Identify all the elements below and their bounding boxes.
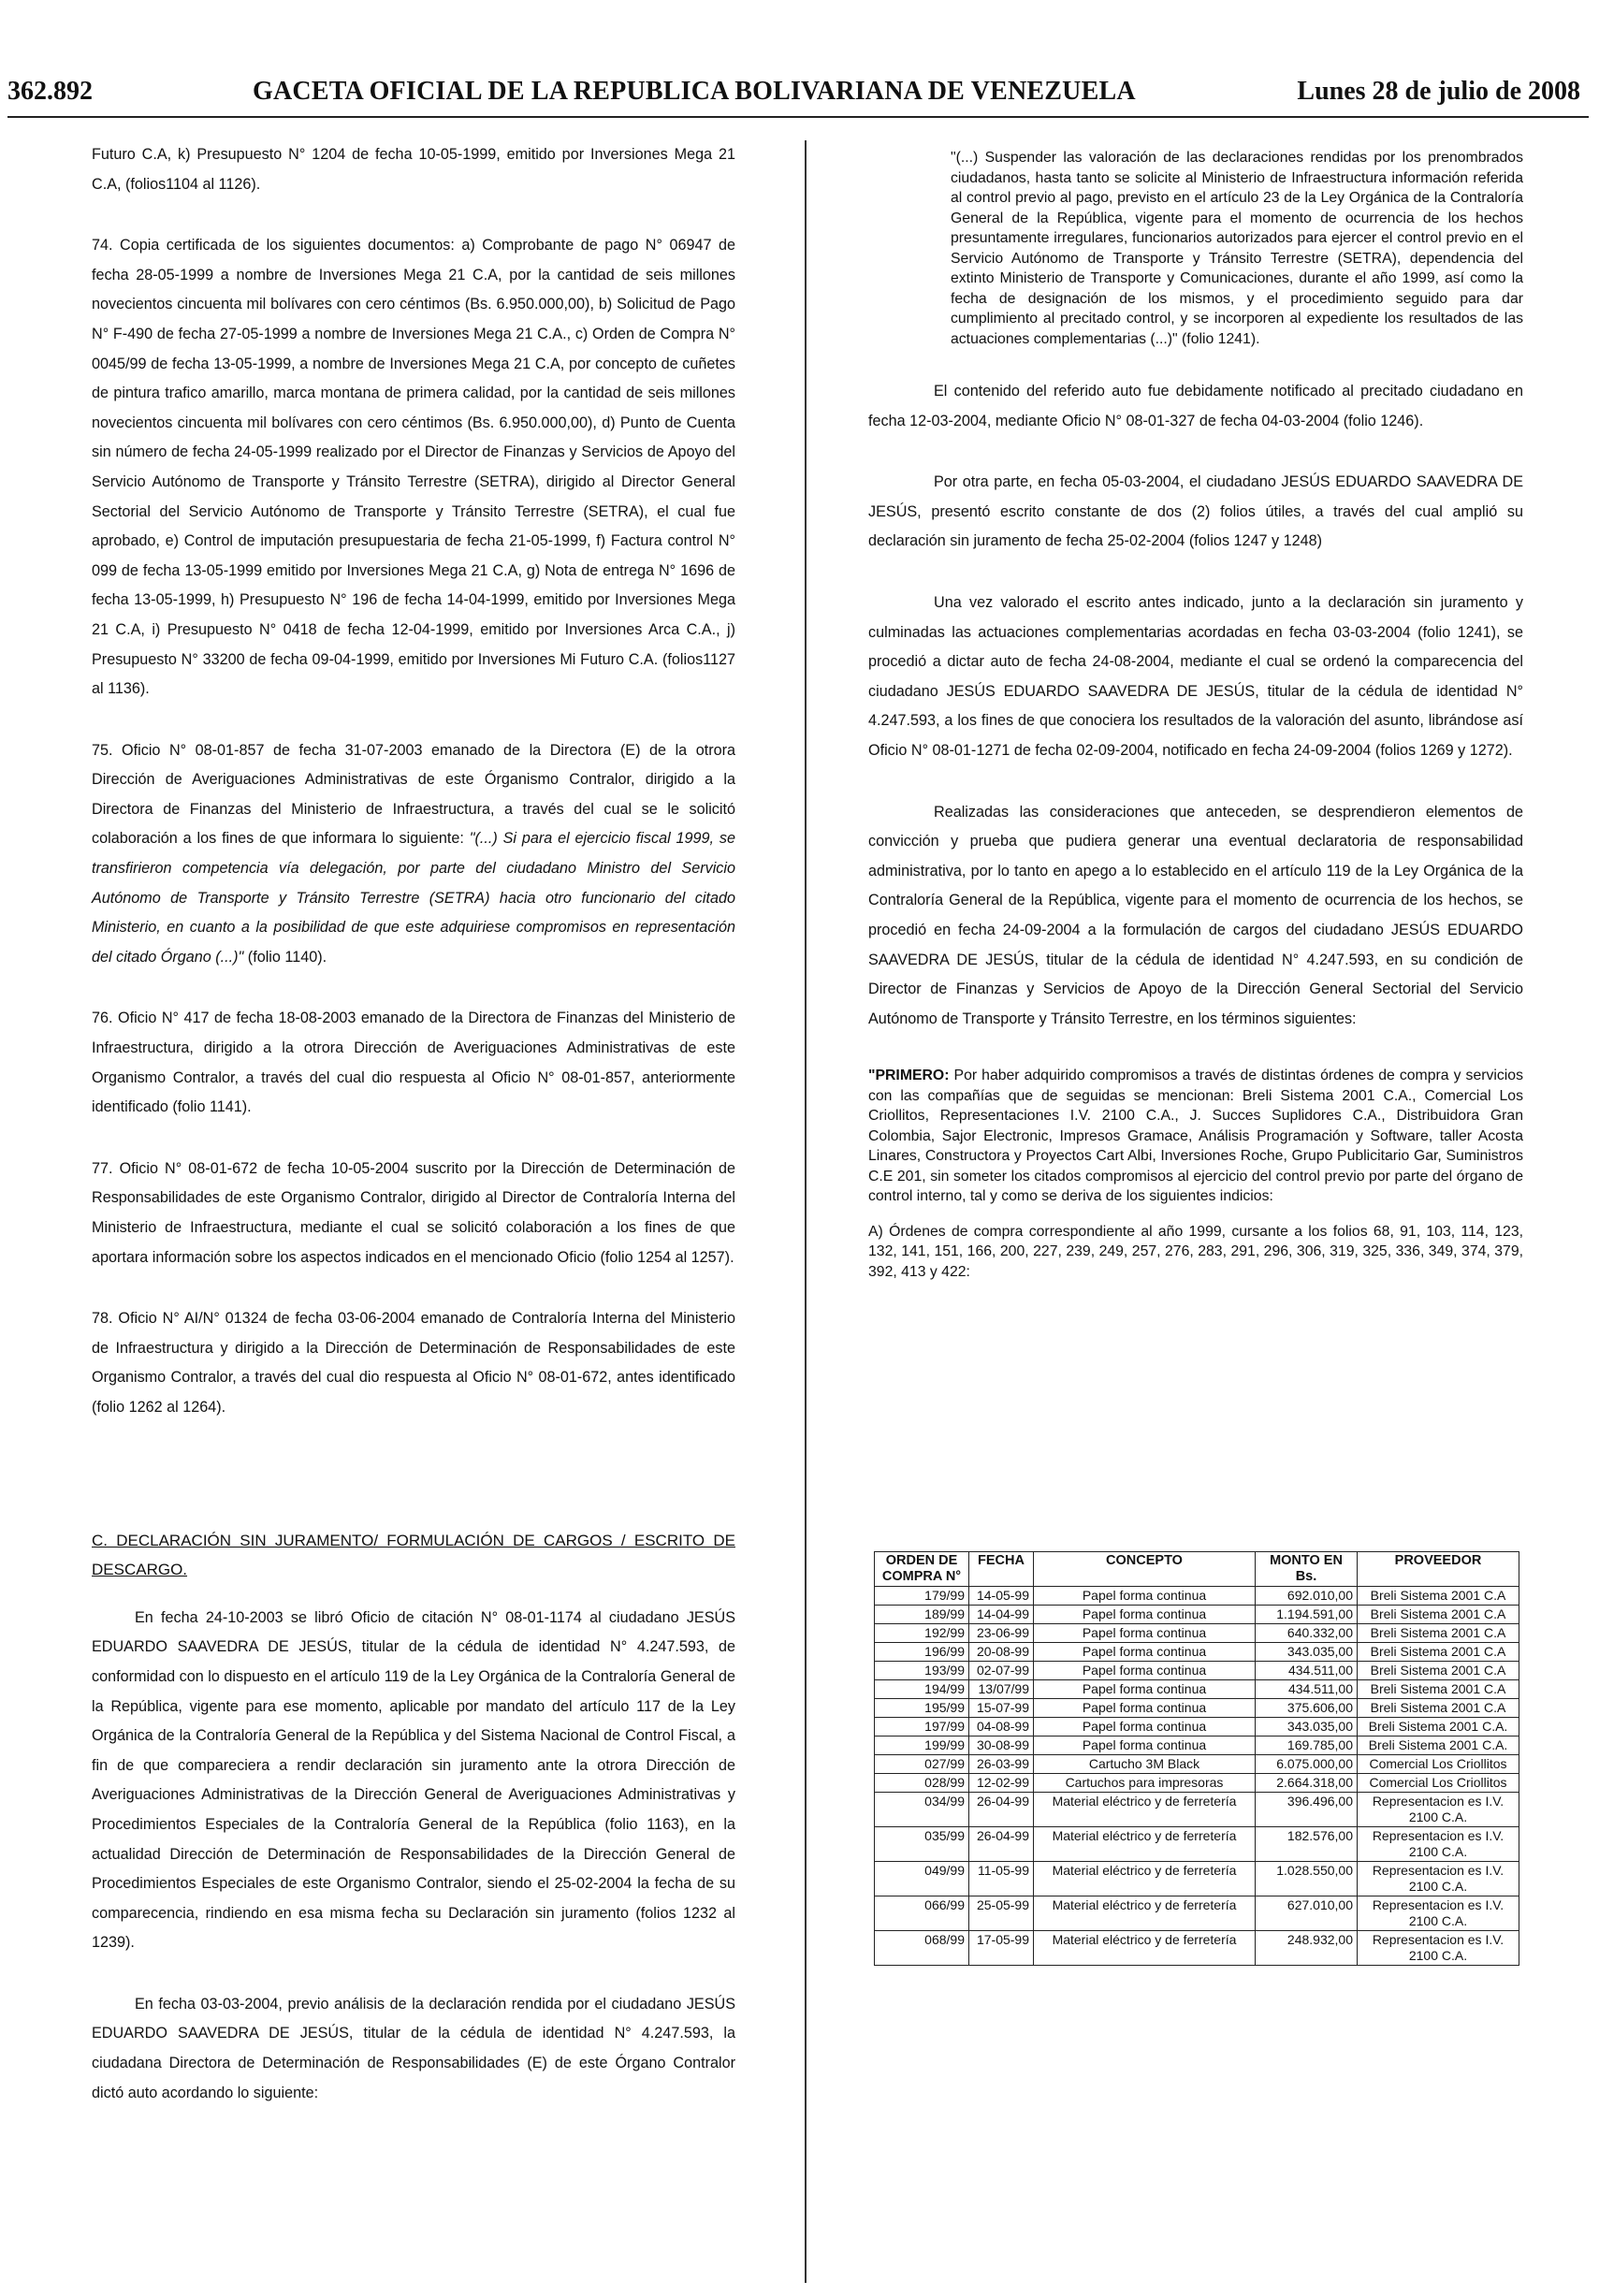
- header-amount: MONTO EN Bs.: [1256, 1552, 1358, 1587]
- order-number-cell: 179/99: [875, 1587, 969, 1606]
- supplier-cell: Breli Sistema 2001 C.A.: [1358, 1718, 1519, 1737]
- table-row: [875, 1699, 1519, 1718]
- item-78: 78. Oficio N° AI/N° 01324 de fecha 03-06-2004 emanado de Contraloría Interna del Ministerio de Infraestructura y dirigido a la Dirección de Determinación de Responsabilidades de este Organismo Contralor, a través del cual dio respuesta al Oficio N° 08-01-672, antes identificado (folio 1262 al 1264).: [92, 1310, 735, 1416]
- paragraph-citation: En fecha 24-10-2003 se libró Oficio de citación N° 08-01-1174 al ciudadano JESÚS EDUARDO SAAVEDRA DE JESÚS, titular de la cédula de identidad N° 4.247.593, de conformidad con lo dispuesto en el artículo 119 de la Ley Orgánica de la Contraloría General de la República, vigente para ese momento, aplicable por mandato del artículo 117 de la Ley Orgánica de la Contraloría General de la República y del Sistema Nacional de Control Fiscal, a fin de que compareciera a rendir declaración sin juramento ante la otrora Dirección de Averiguaciones Administrativas de la Dirección General de Averiguaciones Administrativas y Procedimientos Especiales de la Contraloría General de la República (folio 1163), en la actualidad Dirección de Determinación de Responsabilidades de la Dirección General de Procedimientos Especiales de este Organismo Contralor, siendo el 25-02-2004 la fecha de su comparecencia, rindiendo en esa misma fecha su Declaración sin juramento (folios 1232 al 1239).: [92, 1608, 735, 1952]
- header-order-number: ORDEN DE COMPRA N°: [875, 1552, 969, 1587]
- amount-cell: 1.028.550,00: [1256, 1862, 1358, 1896]
- amount-cell: 169.785,00: [1256, 1737, 1358, 1755]
- order-number-cell: 196/99: [875, 1643, 969, 1662]
- amount-cell: 343.035,00: [1256, 1643, 1358, 1662]
- concept-cell: Material eléctrico y de ferretería: [1034, 1862, 1256, 1896]
- table-row: [875, 1862, 1519, 1896]
- amount-cell: 396.496,00: [1256, 1793, 1358, 1827]
- date-cell: 26-03-99: [969, 1755, 1034, 1774]
- concept-cell: Papel forma continua: [1034, 1587, 1256, 1606]
- supplier-cell: Representacion es I.V. 2100 C.A.: [1358, 1793, 1519, 1827]
- amount-cell: 1.194.591,00: [1256, 1606, 1358, 1624]
- list-a-intro: A) Órdenes de compra correspondiente al año 1999, cursante a los folios 68, 91, 103, 114, 123, 132, 141, 151, 166, 200, 227, 239, 249, 257, 276, 283, 291, 296, 306, 319, 325, 336, 349, 374, 379, 392, 413 y 422:: [868, 1223, 1523, 1280]
- order-number-cell: 034/99: [875, 1793, 969, 1827]
- concept-cell: Material eléctrico y de ferretería: [1034, 1793, 1256, 1827]
- date-cell: 23-06-99: [969, 1624, 1034, 1643]
- order-number-cell: 197/99: [875, 1718, 969, 1737]
- gazette-title: GACETA OFICIAL DE LA REPUBLICA BOLIVARIANA DE VENEZUELA: [253, 77, 1136, 106]
- table-row: [875, 1755, 1519, 1774]
- item-74: 74. Copia certificada de los siguientes documentos: a) Comprobante de pago N° 06947 de fecha 28-05-1999 a nombre de Inversiones Mega 21 C.A, por la cantidad de seis millones novecientos cincuenta mil bolívares con cero céntimos (Bs. 6.950.000,00), b) Solicitud de Pago N° F-490 de fecha 27-05-1999 a nombre de Inversiones Mega 21 C.A., c) Orden de Compra N° 0045/99 de fecha 13-05-1999, a nombre de Inversiones Mega 21 C.A, por concepto de cuñetes de pintura trafico amarillo, marca montana de primera calidad, por la cantidad de seis millones novecientos cincuenta mil bolívares con cero céntimos (Bs. 6.950.000,00), d) Punto de Cuenta sin número de fecha 24-05-1999 realizado por el Director de Finanzas y Servicios de Apoyo del Servicio Autónomo de Transporte y Tránsito Terrestre (SETRA), dirigido al Director General Sectorial del Servicio Autónomo de Transporte y Tránsito Terrestre (SETRA), el cual fue aprobado, e) Control de imputación presupuestaria de fecha 21-05-1999, f) Factura control N° 099 de fecha 13-05-1999 emitido por Inversiones Mega 21 C.A, g) Nota de entrega N° 1696 de fecha 13-05-1999, h) Presupuesto N° 196 de fecha 14-04-1999, emitido por Inversiones Mega 21 C.A, i) Presupuesto N° 0418 de fecha 12-04-1999, emitido por Inversiones Arca C.A., j) Presupuesto N° 33200 de fecha 09-04-1999, emitido por Inversiones Mi Futuro C.A. (folios1127 al 1136).: [92, 237, 735, 698]
- supplier-cell: Breli Sistema 2001 C.A: [1358, 1587, 1519, 1606]
- date-cell: 04-08-99: [969, 1718, 1034, 1737]
- amount-cell: 248.932,00: [1256, 1931, 1358, 1966]
- auto-quote: "(...) Suspender las valoración de las declaraciones rendidas por los prenombrados ciudadanos, hasta tanto se solicite al Ministerio de Infraestructura información referida al control previo al pago, previsto en el artículo 23 de la Ley Orgánica de la Contraloría General de la República, vigente para el momento de ocurrencia de los hechos presuntamente irregulares, funcionarios autorizados para ejercer el control previo en el Servicio Autónomo de Transporte y Tránsito Terrestre (SETRA), dependencia del extinto Ministerio de Transporte y Comunicaciones, durante el año 1999, así como la fecha de designación de los mismos, y el procedimiento seguido para dar cumplimiento al precitado control, y se incorporen al expediente los resultados de las actuaciones complementarias (...)" (folio 1241).: [951, 150, 1523, 347]
- table-row: [875, 1896, 1519, 1931]
- order-number-cell: 199/99: [875, 1737, 969, 1755]
- table-row: [875, 1643, 1519, 1662]
- issue-date: Lunes 28 de julio de 2008: [1297, 77, 1580, 106]
- supplier-cell: Breli Sistema 2001 C.A: [1358, 1643, 1519, 1662]
- header-supplier: PROVEEDOR: [1358, 1552, 1519, 1587]
- date-cell: 12-02-99: [969, 1774, 1034, 1793]
- supplier-cell: Breli Sistema 2001 C.A.: [1358, 1737, 1519, 1755]
- concept-cell: Papel forma continua: [1034, 1718, 1256, 1737]
- date-cell: 15-07-99: [969, 1699, 1034, 1718]
- paragraph-valuation: Una vez valorado el escrito antes indicado, junto a la declaración sin juramento y culminadas las actuaciones complementarias acordadas en fecha 03-03-2004 (folio 1241), se procedió a dictar auto de fecha 24-08-2004, mediante el cual se ordenó la comparecencia del ciudadano JESÚS EDUARDO SAAVEDRA DE JESÚS, titular de la cédula de identidad N° 4.247.593, a los fines de que conociera los resultados de la valoración del asunto, librándose así Oficio N° 08-01-1271 de fecha 02-09-2004, notificado en fecha 24-09-2004 (folios 1269 y 1272).: [868, 593, 1523, 759]
- table-row: [875, 1718, 1519, 1737]
- section-c-heading: C. DECLARACIÓN SIN JURAMENTO/ FORMULACIÓN DE CARGOS / ESCRITO DE DESCARGO.: [92, 1531, 735, 1579]
- amount-cell: 182.576,00: [1256, 1827, 1358, 1862]
- purchase-orders-table: [874, 1551, 1519, 1966]
- paragraph-notification: El contenido del referido auto fue debidamente notificado al precitado ciudadano en fecha 12-03-2004, mediante Oficio N° 08-01-327 de fecha 04-03-2004 (folio 1246).: [868, 383, 1523, 429]
- order-number-cell: 066/99: [875, 1896, 969, 1931]
- amount-cell: 434.511,00: [1256, 1662, 1358, 1680]
- order-number-cell: 194/99: [875, 1680, 969, 1699]
- supplier-cell: Breli Sistema 2001 C.A: [1358, 1662, 1519, 1680]
- concept-cell: Material eléctrico y de ferretería: [1034, 1827, 1256, 1862]
- supplier-cell: Breli Sistema 2001 C.A: [1358, 1680, 1519, 1699]
- right-column: [868, 140, 1523, 1314]
- amount-cell: 692.010,00: [1256, 1587, 1358, 1606]
- order-number-cell: 027/99: [875, 1755, 969, 1774]
- concept-cell: Papel forma continua: [1034, 1699, 1256, 1718]
- paragraph-extension: Por otra parte, en fecha 05-03-2004, el ciudadano JESÚS EDUARDO SAAVEDRA DE JESÚS, presentó escrito constante de dos (2) folios útiles, a través del cual amplió su declaración sin juramento de fecha 25-02-2004 (folios 1247 y 1248): [868, 473, 1523, 550]
- concept-cell: Papel forma continua: [1034, 1643, 1256, 1662]
- table-row: [875, 1606, 1519, 1624]
- amount-cell: 627.010,00: [1256, 1896, 1358, 1931]
- concept-cell: Material eléctrico y de ferretería: [1034, 1931, 1256, 1966]
- amount-cell: 2.664.318,00: [1256, 1774, 1358, 1793]
- column-divider: [805, 140, 807, 2283]
- page-header: [0, 0, 1599, 117]
- date-cell: 17-05-99: [969, 1931, 1034, 1966]
- concept-cell: Papel forma continua: [1034, 1737, 1256, 1755]
- paragraph-continuation: Futuro C.A, k) Presupuesto N° 1204 de fecha 10-05-1999, emitido por Inversiones Mega 21 C.A, (folios1104 al 1126).: [92, 146, 735, 193]
- order-number-cell: 193/99: [875, 1662, 969, 1680]
- item-77: 77. Oficio N° 08-01-672 de fecha 10-05-2004 suscrito por la Dirección de Determinación de Responsabilidades de este Organismo Contralor, dirigido al Director de Contraloría Interna del Ministerio de Infraestructura, mediante el cual se solicitó colaboración a los fines de que aportara información sobre los aspectos indicados en el mencionado Oficio (folio 1254 al 1257).: [92, 1159, 735, 1266]
- order-number-cell: 068/99: [875, 1931, 969, 1966]
- order-number-cell: 028/99: [875, 1774, 969, 1793]
- table-row: [875, 1587, 1519, 1606]
- concept-cell: Material eléctrico y de ferretería: [1034, 1896, 1256, 1931]
- table-row: [875, 1793, 1519, 1827]
- concept-cell: Papel forma continua: [1034, 1606, 1256, 1624]
- amount-cell: 375.606,00: [1256, 1699, 1358, 1718]
- order-number-cell: 192/99: [875, 1624, 969, 1643]
- supplier-cell: Comercial Los Criollitos: [1358, 1774, 1519, 1793]
- table-row: [875, 1774, 1519, 1793]
- supplier-cell: Breli Sistema 2001 C.A: [1358, 1606, 1519, 1624]
- concept-cell: Cartucho 3M Black: [1034, 1755, 1256, 1774]
- order-number-cell: 049/99: [875, 1862, 969, 1896]
- item-75: 75. Oficio N° 08-01-857 de fecha 31-07-2003 emanado de la Directora (E) de la otrora Dirección de Averiguaciones Administrativas de este Órganismo Contralor, dirigido a la Directora de Finanzas del Ministerio de Infraestructura, a través del cual se le solicitó colaboración a los fines de que informara lo siguiente: "(...) Si para el ejercicio fiscal 1999, se transfirieron competencia vía delegación, por parte del ciudadano Ministro del Servicio Autónomo de Transporte y Tránsito Terrestre (SETRA) hacia otro funcionario del citado Ministerio, en cuanto a la posibilidad de que este adquiriese compromisos en representación del citado Órgano (...)" (folio 1140).: [92, 741, 735, 966]
- paragraph-auto: En fecha 03-03-2004, previo análisis de la declaración rendida por el ciudadano JESÚS EDUARDO SAAVEDRA DE JESÚS, titular de la cédula de identidad N° 4.247.593, la ciudadana Directora de Determinación de Responsabilidades (E) de este Órgano Contralor dictó auto acordando lo siguiente:: [92, 1995, 735, 2101]
- supplier-cell: Representacion es I.V. 2100 C.A.: [1358, 1931, 1519, 1966]
- supplier-cell: Representacion es I.V. 2100 C.A.: [1358, 1862, 1519, 1896]
- amount-cell: 6.075.000,00: [1256, 1755, 1358, 1774]
- supplier-cell: Representacion es I.V. 2100 C.A.: [1358, 1896, 1519, 1931]
- primero-charge: "PRIMERO: Por haber adquirido compromisos a través de distintas órdenes de compra y servicios con las compañías que de seguidas se mencionan: Breli Sistema 2001 C.A., Comercial Los Criollitos, Representaciones I.V. 2100 C.A., J. Succes Suplidores C.A., Distribuidora Gran Colombia, Sajor Electronic, Impresos Gramace, Análisis Programación y Software, taller Acosta Linares, Constructora y Proyectos Cart Albi, Inversiones Roche, Grupo Publicitario Gar, Suministros C.E 201, sin someter los citados compromisos al ejercicio del control previo por parte del órgano de control interno, tal y como se deriva de los siguientes indicios:: [868, 1068, 1523, 1205]
- date-cell: 14-04-99: [969, 1606, 1034, 1624]
- supplier-cell: Representacion es I.V. 2100 C.A.: [1358, 1827, 1519, 1862]
- table-row: [875, 1737, 1519, 1755]
- table-row: [875, 1662, 1519, 1680]
- amount-cell: 343.035,00: [1256, 1718, 1358, 1737]
- concept-cell: Papel forma continua: [1034, 1662, 1256, 1680]
- page-number: 362.892: [7, 77, 93, 106]
- order-number-cell: 035/99: [875, 1827, 969, 1862]
- supplier-cell: Breli Sistema 2001 C.A: [1358, 1624, 1519, 1643]
- date-cell: 11-05-99: [969, 1862, 1034, 1896]
- table-row: [875, 1931, 1519, 1966]
- supplier-cell: Comercial Los Criollitos: [1358, 1755, 1519, 1774]
- date-cell: 30-08-99: [969, 1737, 1034, 1755]
- concept-cell: Cartuchos para impresoras: [1034, 1774, 1256, 1793]
- order-number-cell: 195/99: [875, 1699, 969, 1718]
- header-date: FECHA: [969, 1552, 1034, 1587]
- date-cell: 26-04-99: [969, 1827, 1034, 1862]
- left-column: [92, 140, 735, 2140]
- date-cell: 26-04-99: [969, 1793, 1034, 1827]
- amount-cell: 434.511,00: [1256, 1680, 1358, 1699]
- table-row: [875, 1680, 1519, 1699]
- date-cell: 13/07/99: [969, 1680, 1034, 1699]
- date-cell: 20-08-99: [969, 1643, 1034, 1662]
- header-concept: CONCEPTO: [1034, 1552, 1256, 1587]
- table-header-row: [875, 1552, 1519, 1587]
- date-cell: 02-07-99: [969, 1662, 1034, 1680]
- order-number-cell: 189/99: [875, 1606, 969, 1624]
- amount-cell: 640.332,00: [1256, 1624, 1358, 1643]
- table-row: [875, 1827, 1519, 1862]
- paragraph-charges: Realizadas las consideraciones que anteceden, se desprendieron elementos de convicción y prueba que pudiera generar una eventual declaratoria de responsabilidad administrativa, por lo tanto en apego a lo establecido en el artículo 119 de la Ley Orgánica de la Contraloría General de la República, vigente para el momento de ocurrencia de los hechos, se procedió en fecha 24-09-2004 a la formulación de cargos del ciudadano JESÚS EDUARDO SAAVEDRA DE JESÚS, titular de la cédula de identidad N° 4.247.593, en su condición de Director de Finanzas y Servicios de Apoyo de la Dirección General Sectorial del Servicio Autónomo de Transporte y Tránsito Terrestre, en los términos siguientes:: [868, 803, 1523, 1027]
- concept-cell: Papel forma continua: [1034, 1680, 1256, 1699]
- concept-cell: Papel forma continua: [1034, 1624, 1256, 1643]
- header-rule: [7, 116, 1589, 118]
- date-cell: 25-05-99: [969, 1896, 1034, 1931]
- table-row: [875, 1624, 1519, 1643]
- item-76: 76. Oficio N° 417 de fecha 18-08-2003 emanado de la Directora de Finanzas del Ministerio de Infraestructura, dirigido a la otrora Dirección de Averiguaciones Administrativas de este Organismo Contralor, a través del cual dio respuesta al Oficio N° 08-01-857, anteriormente identificado (folio 1141).: [92, 1010, 735, 1116]
- supplier-cell: Breli Sistema 2001 C.A: [1358, 1699, 1519, 1718]
- date-cell: 14-05-99: [969, 1587, 1034, 1606]
- table-body: [875, 1587, 1519, 1966]
